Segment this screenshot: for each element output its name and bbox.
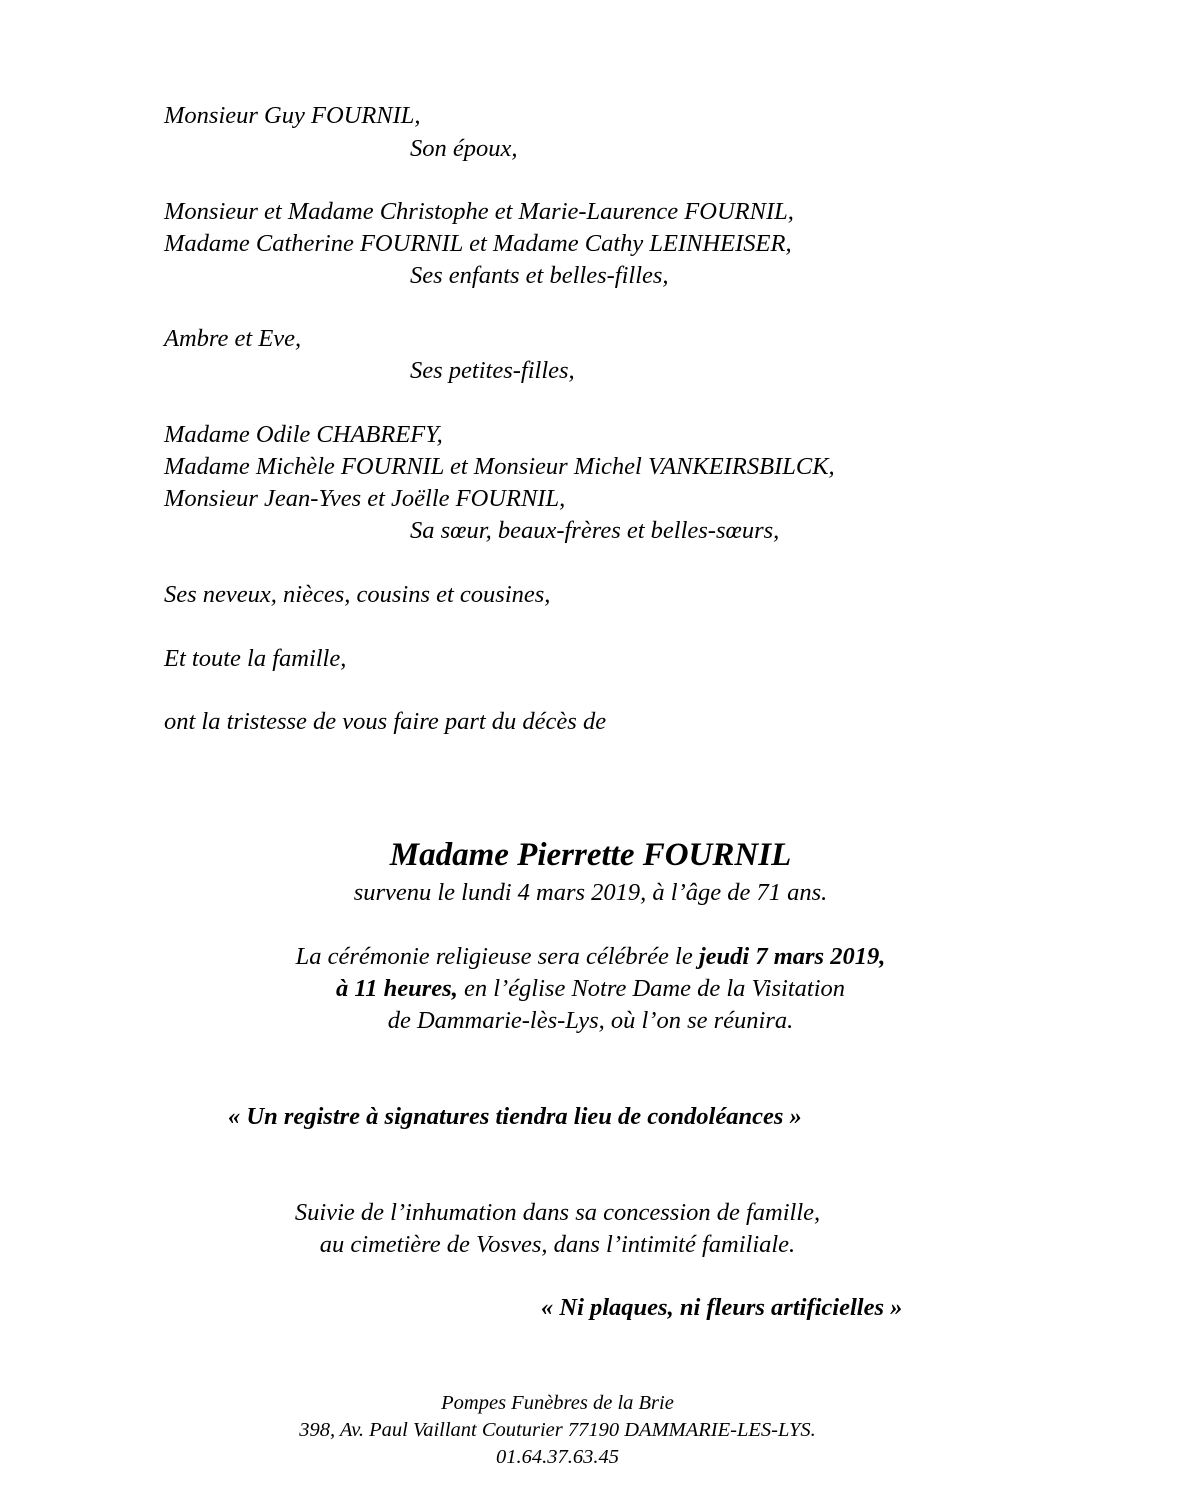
ceremony-time: à 11 heures, — [335, 975, 458, 1002]
announcement-line: ont la tristesse de vous faire part du décès de — [164, 708, 607, 735]
ceremony-line-3: de Dammarie-lès-Lys, où l’on se réunira. — [387, 1007, 794, 1034]
spouse-relation: Son époux, — [410, 135, 518, 162]
funeral-home-phone: 01.64.37.63.45 — [496, 1446, 619, 1468]
children-relation: Ses enfants et belles-filles, — [410, 262, 669, 289]
siblings-line-2: Madame Michèle FOURNIL et Monsieur Michel VANKEIRSBILCK, — [164, 453, 835, 480]
deceased-name: Madame Pierrette FOURNIL — [389, 837, 792, 873]
death-date-line: survenu le lundi 4 mars 2019, à l’âge de 71 ans. — [353, 879, 828, 906]
siblings-line-3: Monsieur Jean-Yves et Joëlle FOURNIL, — [164, 485, 566, 512]
ceremony-date: jeudi 7 mars 2019, — [698, 943, 886, 970]
siblings-relation: Sa sœur, beaux-frères et belles-sœurs, — [410, 517, 780, 544]
flowers-note: « Ni plaques, ni fleurs artificielles » — [541, 1294, 903, 1321]
ceremony-line-2 — [0, 973, 1181, 1005]
grandchildren-relation: Ses petites-filles, — [410, 357, 575, 384]
grandchildren-names: Ambre et Eve, — [164, 325, 302, 352]
funeral-home-name: Pompes Funèbres de la Brie — [441, 1392, 674, 1414]
register-note: « Un registre à signatures tiendra lieu de condoléances » — [228, 1103, 802, 1130]
ceremony-line-1-text: La cérémonie religieuse sera célébrée le — [295, 943, 699, 970]
funeral-home-address: 398, Av. Paul Vaillant Couturier 77190 DAMMARIE-LES-LYS. — [299, 1419, 816, 1441]
spouse-name: Monsieur Guy FOURNIL, — [164, 102, 421, 129]
children-line-2: Madame Catherine FOURNIL et Madame Cathy LEINHEISER, — [164, 230, 792, 257]
ceremony-line-1 — [0, 941, 1181, 973]
burial-line-1: Suivie de l’inhumation dans sa concession de famille, — [294, 1199, 821, 1226]
burial-line-2: au cimetière de Vosves, dans l’intimité familiale. — [319, 1231, 796, 1258]
whole-family-line: Et toute la famille, — [164, 645, 347, 672]
siblings-line-1: Madame Odile CHABREFY, — [164, 421, 443, 448]
children-line-1: Monsieur et Madame Christophe et Marie-Laurence FOURNIL, — [164, 198, 794, 225]
ceremony-line-2-text: en l’église Notre Dame de la Visitation — [457, 975, 845, 1002]
relatives-line: Ses neveux, nièces, cousins et cousines, — [164, 581, 551, 608]
